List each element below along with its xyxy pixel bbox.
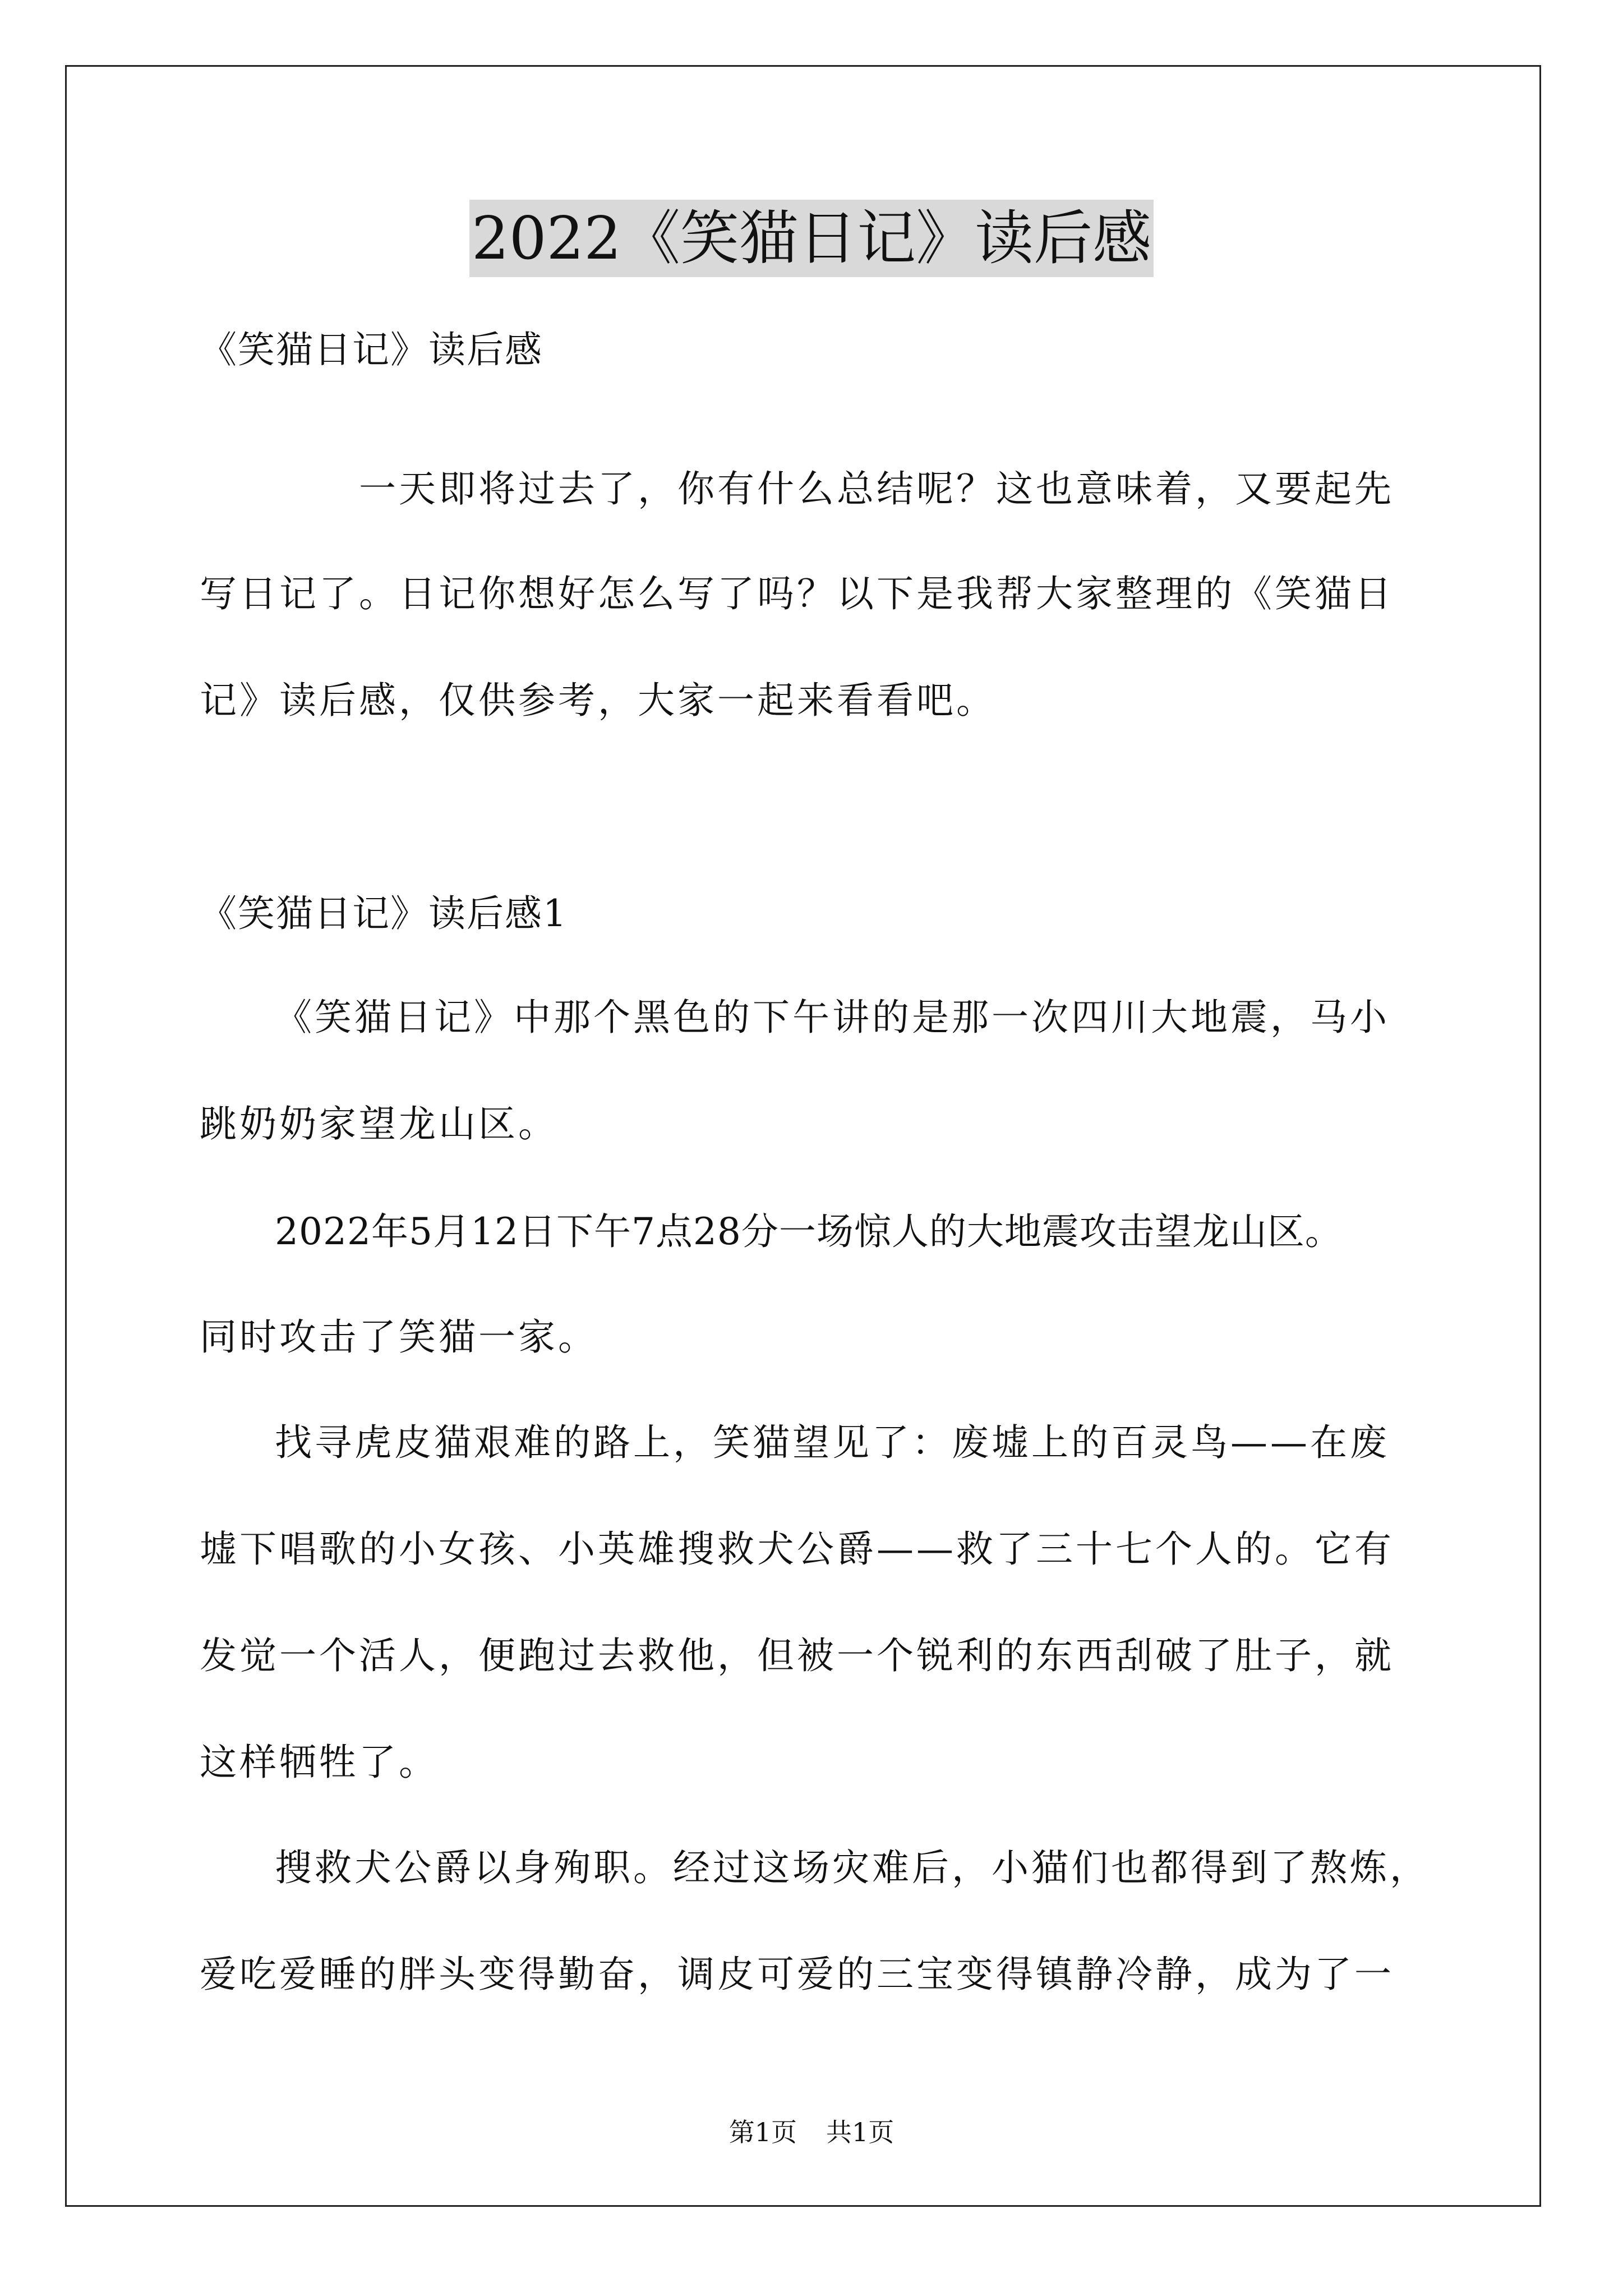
page-number: 第1页 xyxy=(728,2117,797,2147)
body-line: 搜救犬公爵以身殉职。经过这场灾难后，小猫们也都得到了熬炼， xyxy=(275,1846,1430,1889)
body-line: 2022年5月12日下午7点28分一场惊人的大地震攻击望龙山区。 xyxy=(275,1210,1343,1253)
body-line: 爱吃爱睡的胖头变得勤奋，调皮可爱的三宝变得镇静冷静，成为了一 xyxy=(200,1953,1394,1996)
body-line: 同时攻击了笑猫一家。 xyxy=(200,1315,598,1359)
body-line: 墟下唱歌的小女孩、小英雄搜救犬公爵——救了三十七个人的。它有 xyxy=(200,1527,1394,1571)
intro-line: 写日记了。日记你想好怎么写了吗？以下是我帮大家整理的《笑猫日 xyxy=(200,572,1394,615)
page-footer xyxy=(0,2112,1623,2149)
intro-line: 记》读后感，仅供参考，大家一起来看看吧。 xyxy=(200,679,996,722)
document-title-text: 2022《笑猫日记》读后感 xyxy=(469,200,1154,277)
body-line: 跳奶奶家望龙山区。 xyxy=(200,1102,558,1145)
document-subtitle: 《笑猫日记》读后感 xyxy=(200,328,543,371)
page-total: 共1页 xyxy=(826,2117,895,2147)
body-line: 发觉一个活人，便跑过去救他，但被一个锐利的东西刮破了肚子，就 xyxy=(200,1634,1394,1677)
body-line: 找寻虎皮猫艰难的路上，笑猫望见了：废墟上的百灵鸟——在废 xyxy=(275,1421,1390,1464)
intro-line: 一天即将过去了，你有什么总结呢？这也意味着，又要起先 xyxy=(359,467,1394,510)
body-line: 这样牺牲了。 xyxy=(200,1741,439,1784)
section-heading: 《笑猫日记》读后感1 xyxy=(200,892,568,935)
body-line: 《笑猫日记》中那个黑色的下午讲的是那一次四川大地震，马小 xyxy=(275,996,1390,1039)
document-title xyxy=(0,202,1623,275)
